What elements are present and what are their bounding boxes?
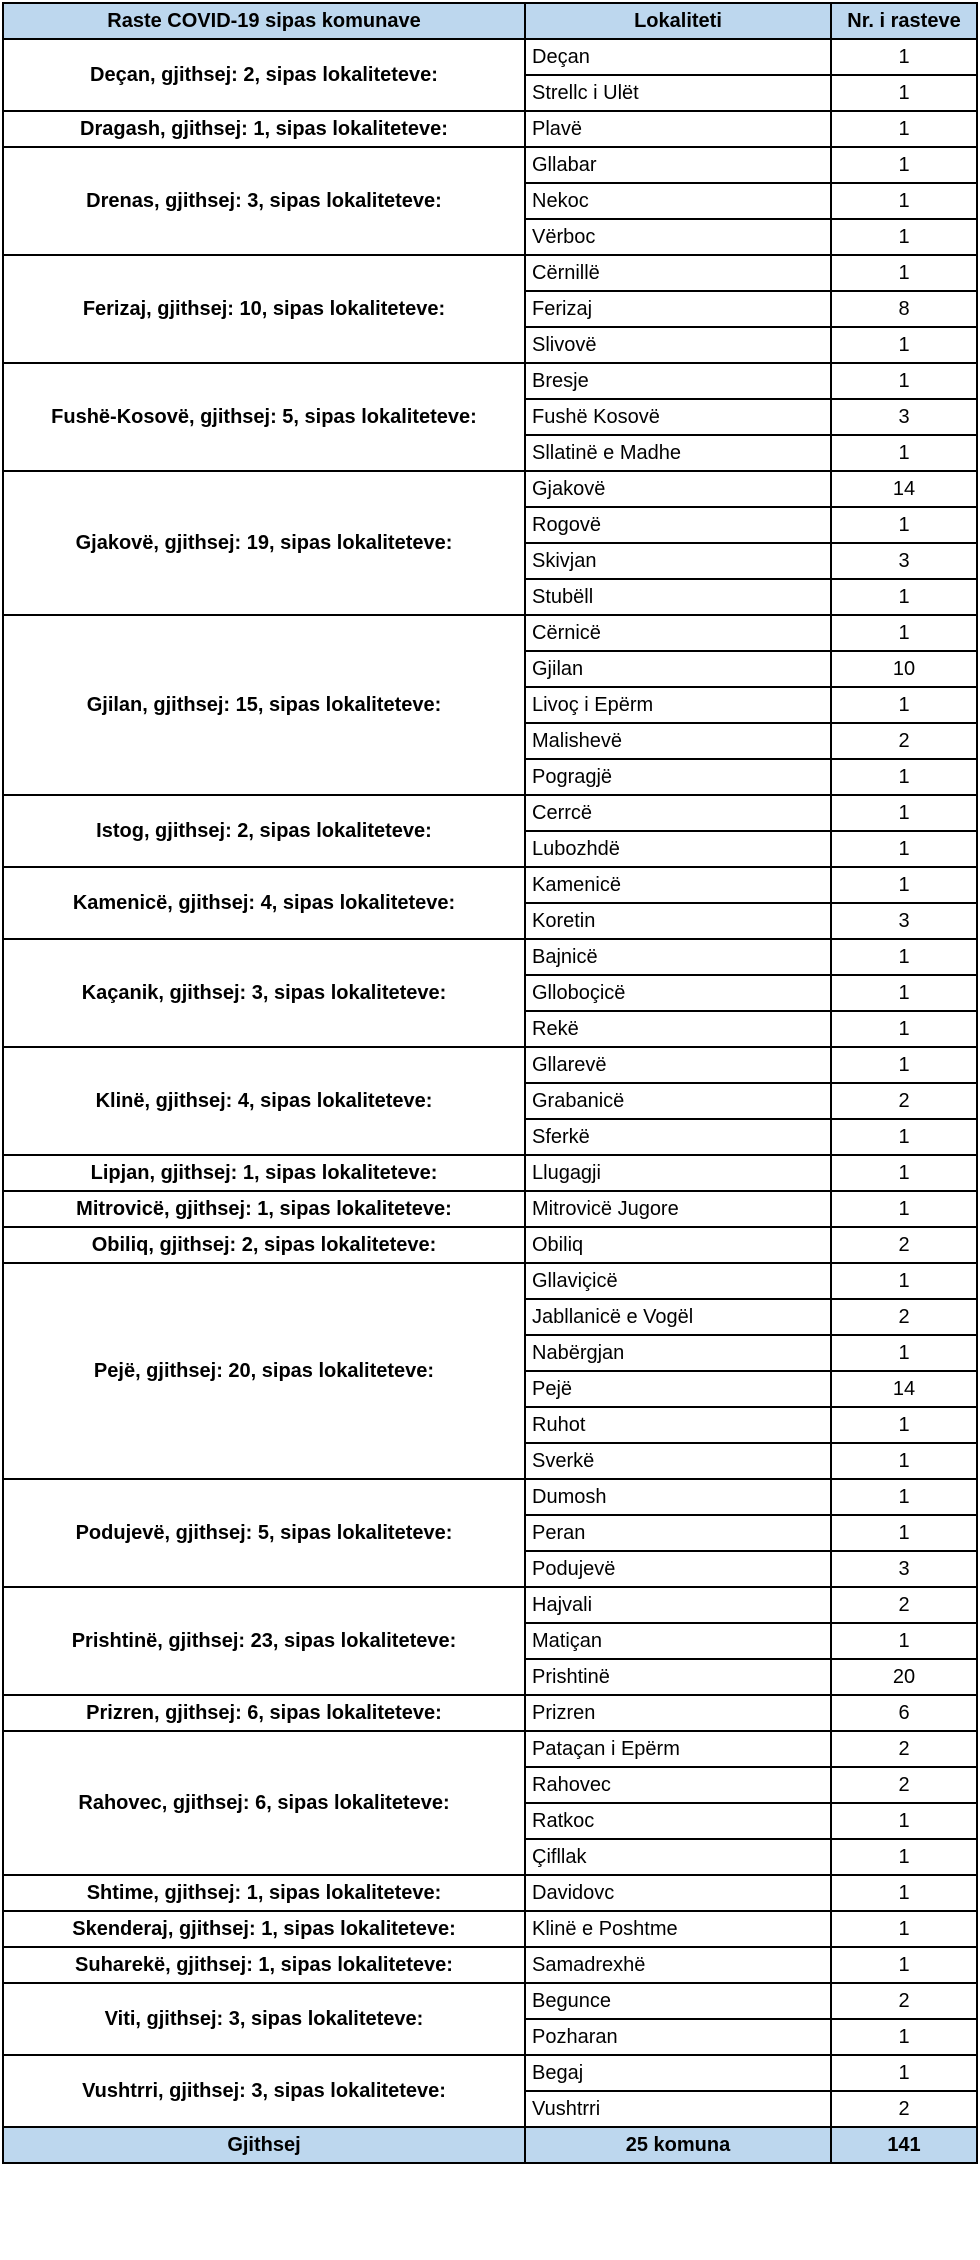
municipality-cell[interactable]: Gjakovë, gjithsej: 19, sipas lokaliteteve:	[3, 471, 525, 615]
locality-cell[interactable]: Çifllak	[525, 1839, 831, 1875]
municipality-cell[interactable]: Shtime, gjithsej: 1, sipas lokaliteteve:	[3, 1875, 525, 1911]
case-count-cell[interactable]: 1	[831, 1443, 977, 1479]
locality-cell[interactable]: Bresje	[525, 363, 831, 399]
covid-cases-table	[2, 2, 978, 2164]
table-row	[3, 1587, 977, 1623]
locality-cell[interactable]: Begaj	[525, 2055, 831, 2091]
case-count-cell[interactable]: 1	[831, 1047, 977, 1083]
locality-cell[interactable]: Begunce	[525, 1983, 831, 2019]
locality-cell[interactable]: Hajvali	[525, 1587, 831, 1623]
case-count-cell[interactable]: 1	[831, 1119, 977, 1155]
case-count-cell[interactable]: 1	[831, 255, 977, 291]
case-count-cell[interactable]: 2	[831, 2091, 977, 2127]
locality-cell[interactable]: Pataçan i Epërm	[525, 1731, 831, 1767]
case-count-cell[interactable]: 1	[831, 579, 977, 615]
case-count-cell[interactable]: 2	[831, 1731, 977, 1767]
table-row	[3, 615, 977, 651]
locality-cell[interactable]: Ruhot	[525, 1407, 831, 1443]
locality-cell[interactable]: Livoç i Epërm	[525, 687, 831, 723]
table-row	[3, 147, 977, 183]
case-count-cell[interactable]: 1	[831, 1947, 977, 1983]
locality-cell[interactable]: Dumosh	[525, 1479, 831, 1515]
municipality-cell[interactable]: Rahovec, gjithsej: 6, sipas lokaliteteve:	[3, 1731, 525, 1875]
table-row	[3, 1983, 977, 2019]
locality-cell[interactable]: Prizren	[525, 1695, 831, 1731]
locality-cell[interactable]: Matiçan	[525, 1623, 831, 1659]
case-count-cell[interactable]: 1	[831, 795, 977, 831]
locality-cell[interactable]: Vërboc	[525, 219, 831, 255]
case-count-cell[interactable]: 1	[831, 1155, 977, 1191]
table-row	[3, 1911, 977, 1947]
case-count-cell[interactable]: 3	[831, 543, 977, 579]
case-count-cell[interactable]: 10	[831, 651, 977, 687]
case-count-cell[interactable]: 2	[831, 1227, 977, 1263]
case-count-cell[interactable]: 2	[831, 1767, 977, 1803]
case-count-cell[interactable]: 3	[831, 1551, 977, 1587]
case-count-cell[interactable]: 1	[831, 831, 977, 867]
locality-cell[interactable]: Sverkë	[525, 1443, 831, 1479]
municipality-cell[interactable]: Mitrovicë, gjithsej: 1, sipas lokaliteteve:	[3, 1191, 525, 1227]
municipality-cell[interactable]: Pejë, gjithsej: 20, sipas lokaliteteve:	[3, 1263, 525, 1479]
case-count-cell[interactable]: 2	[831, 1299, 977, 1335]
case-count-cell[interactable]: 1	[831, 759, 977, 795]
locality-cell[interactable]: Davidovc	[525, 1875, 831, 1911]
table-body	[3, 39, 977, 2127]
case-count-cell[interactable]: 1	[831, 1803, 977, 1839]
table-row	[3, 1695, 977, 1731]
table-row	[3, 1155, 977, 1191]
municipality-cell[interactable]: Ferizaj, gjithsej: 10, sipas lokaliteteve:	[3, 255, 525, 363]
locality-cell[interactable]: Sllatinë e Madhe	[525, 435, 831, 471]
case-count-cell[interactable]: 1	[831, 687, 977, 723]
case-count-cell[interactable]: 1	[831, 1263, 977, 1299]
case-count-cell[interactable]: 1	[831, 867, 977, 903]
locality-cell[interactable]: Jabllanicë e Vogël	[525, 1299, 831, 1335]
case-count-cell[interactable]: 1	[831, 219, 977, 255]
locality-cell[interactable]: Koretin	[525, 903, 831, 939]
municipality-cell[interactable]: Obiliq, gjithsej: 2, sipas lokaliteteve:	[3, 1227, 525, 1263]
case-count-cell[interactable]: 1	[831, 183, 977, 219]
locality-cell[interactable]: Ferizaj	[525, 291, 831, 327]
municipality-cell[interactable]: Deçan, gjithsej: 2, sipas lokaliteteve:	[3, 39, 525, 111]
case-count-cell[interactable]: 1	[831, 975, 977, 1011]
case-count-cell[interactable]: 1	[831, 1011, 977, 1047]
municipality-cell[interactable]: Klinë, gjithsej: 4, sipas lokaliteteve:	[3, 1047, 525, 1155]
table-row	[3, 1731, 977, 1767]
municipality-cell[interactable]: Drenas, gjithsej: 3, sipas lokaliteteve:	[3, 147, 525, 255]
total-cases[interactable]: 141	[831, 2127, 977, 2163]
locality-cell[interactable]: Kamenicë	[525, 867, 831, 903]
locality-cell[interactable]: Mitrovicë Jugore	[525, 1191, 831, 1227]
municipality-cell[interactable]: Istog, gjithsej: 2, sipas lokaliteteve:	[3, 795, 525, 867]
case-count-cell[interactable]: 3	[831, 903, 977, 939]
locality-cell[interactable]: Bajnicë	[525, 939, 831, 975]
case-count-cell[interactable]: 20	[831, 1659, 977, 1695]
municipality-cell[interactable]: Vushtrri, gjithsej: 3, sipas lokaliteteve:	[3, 2055, 525, 2127]
table-row	[3, 939, 977, 975]
locality-cell[interactable]: Samadrexhë	[525, 1947, 831, 1983]
case-count-cell[interactable]: 14	[831, 1371, 977, 1407]
locality-cell[interactable]: Cërnillë	[525, 255, 831, 291]
locality-cell[interactable]: Gllaviçicë	[525, 1263, 831, 1299]
locality-cell[interactable]: Fushë Kosovë	[525, 399, 831, 435]
locality-cell[interactable]: Prishtinë	[525, 1659, 831, 1695]
locality-cell[interactable]: Gllabar	[525, 147, 831, 183]
locality-cell[interactable]: Nekoc	[525, 183, 831, 219]
case-count-cell[interactable]: 1	[831, 363, 977, 399]
table-row	[3, 2055, 977, 2091]
locality-cell[interactable]: Llugagji	[525, 1155, 831, 1191]
table-row	[3, 1947, 977, 1983]
case-count-cell[interactable]: 1	[831, 507, 977, 543]
table-row	[3, 363, 977, 399]
case-count-cell[interactable]: 1	[831, 615, 977, 651]
municipality-cell[interactable]: Kamenicë, gjithsej: 4, sipas lokaliteteve:	[3, 867, 525, 939]
locality-cell[interactable]: Rekë	[525, 1011, 831, 1047]
locality-cell[interactable]: Nabërgjan	[525, 1335, 831, 1371]
locality-cell[interactable]: Gjakovë	[525, 471, 831, 507]
case-count-cell[interactable]: 1	[831, 1191, 977, 1227]
municipality-cell[interactable]: Dragash, gjithsej: 1, sipas lokaliteteve:	[3, 111, 525, 147]
total-label[interactable]: Gjithsej	[3, 2127, 525, 2163]
case-count-cell[interactable]: 1	[831, 1623, 977, 1659]
table-row	[3, 1047, 977, 1083]
case-count-cell[interactable]: 1	[831, 1335, 977, 1371]
case-count-cell[interactable]: 1	[831, 111, 977, 147]
table-row	[3, 867, 977, 903]
table-row	[3, 471, 977, 507]
locality-cell[interactable]: Strellc i Ulët	[525, 75, 831, 111]
locality-cell[interactable]: Klinë e Poshtme	[525, 1911, 831, 1947]
locality-cell[interactable]: Glloboçicë	[525, 975, 831, 1011]
locality-cell[interactable]: Podujevë	[525, 1551, 831, 1587]
locality-cell[interactable]: Grabanicë	[525, 1083, 831, 1119]
case-count-cell[interactable]: 1	[831, 1911, 977, 1947]
municipality-cell[interactable]: Fushë-Kosovë, gjithsej: 5, sipas lokaliteteve:	[3, 363, 525, 471]
locality-cell[interactable]: Lubozhdë	[525, 831, 831, 867]
case-count-cell[interactable]: 1	[831, 327, 977, 363]
municipality-cell[interactable]: Kaçanik, gjithsej: 3, sipas lokaliteteve:	[3, 939, 525, 1047]
locality-cell[interactable]: Peran	[525, 1515, 831, 1551]
case-count-cell[interactable]: 1	[831, 2019, 977, 2055]
locality-cell[interactable]: Vushtrri	[525, 2091, 831, 2127]
locality-cell[interactable]: Cërnicë	[525, 615, 831, 651]
locality-cell[interactable]: Obiliq	[525, 1227, 831, 1263]
header-case-count[interactable]: Nr. i rasteve	[831, 3, 977, 39]
locality-cell[interactable]: Sferkë	[525, 1119, 831, 1155]
case-count-cell[interactable]: 2	[831, 1587, 977, 1623]
locality-cell[interactable]: Skivjan	[525, 543, 831, 579]
case-count-cell[interactable]: 1	[831, 1407, 977, 1443]
case-count-cell[interactable]: 6	[831, 1695, 977, 1731]
table-row	[3, 255, 977, 291]
case-count-cell[interactable]: 1	[831, 1839, 977, 1875]
case-count-cell[interactable]: 1	[831, 39, 977, 75]
municipality-cell[interactable]: Viti, gjithsej: 3, sipas lokaliteteve:	[3, 1983, 525, 2055]
table-row	[3, 39, 977, 75]
case-count-cell[interactable]: 3	[831, 399, 977, 435]
table-row	[3, 1875, 977, 1911]
case-count-cell[interactable]: 1	[831, 147, 977, 183]
case-count-cell[interactable]: 2	[831, 723, 977, 759]
case-count-cell[interactable]: 1	[831, 939, 977, 975]
header-municipality[interactable]: Raste COVID-19 sipas komunave	[3, 3, 525, 39]
municipality-cell[interactable]: Podujevë, gjithsej: 5, sipas lokaliteteve:	[3, 1479, 525, 1587]
case-count-cell[interactable]: 8	[831, 291, 977, 327]
table-row	[3, 1479, 977, 1515]
total-row	[3, 2127, 977, 2163]
locality-cell[interactable]: Ratkoc	[525, 1803, 831, 1839]
municipality-cell[interactable]: Gjilan, gjithsej: 15, sipas lokaliteteve:	[3, 615, 525, 795]
case-count-cell[interactable]: 1	[831, 75, 977, 111]
municipality-cell[interactable]: Lipjan, gjithsej: 1, sipas lokaliteteve:	[3, 1155, 525, 1191]
locality-cell[interactable]: Gjilan	[525, 651, 831, 687]
case-count-cell[interactable]: 14	[831, 471, 977, 507]
table-row	[3, 795, 977, 831]
locality-cell[interactable]: Gllarevë	[525, 1047, 831, 1083]
case-count-cell[interactable]: 1	[831, 1515, 977, 1551]
case-count-cell[interactable]: 1	[831, 1479, 977, 1515]
total-municipalities[interactable]: 25 komuna	[525, 2127, 831, 2163]
locality-cell[interactable]: Rogovë	[525, 507, 831, 543]
locality-cell[interactable]: Stubëll	[525, 579, 831, 615]
municipality-cell[interactable]: Suharekë, gjithsej: 1, sipas lokaliteteve:	[3, 1947, 525, 1983]
case-count-cell[interactable]: 1	[831, 435, 977, 471]
header-locality[interactable]: Lokaliteti	[525, 3, 831, 39]
locality-cell[interactable]: Pejë	[525, 1371, 831, 1407]
locality-cell[interactable]: Deçan	[525, 39, 831, 75]
locality-cell[interactable]: Plavë	[525, 111, 831, 147]
table-row	[3, 111, 977, 147]
table-row	[3, 1263, 977, 1299]
locality-cell[interactable]: Rahovec	[525, 1767, 831, 1803]
header-row	[3, 3, 977, 39]
locality-cell[interactable]: Cerrcë	[525, 795, 831, 831]
case-count-cell[interactable]: 2	[831, 1083, 977, 1119]
table-row	[3, 1191, 977, 1227]
case-count-cell[interactable]: 1	[831, 1875, 977, 1911]
locality-cell[interactable]: Malishevë	[525, 723, 831, 759]
locality-cell[interactable]: Pogragjë	[525, 759, 831, 795]
locality-cell[interactable]: Pozharan	[525, 2019, 831, 2055]
case-count-cell[interactable]: 1	[831, 2055, 977, 2091]
locality-cell[interactable]: Slivovë	[525, 327, 831, 363]
table-row	[3, 1227, 977, 1263]
municipality-cell[interactable]: Skenderaj, gjithsej: 1, sipas lokaliteteve:	[3, 1911, 525, 1947]
case-count-cell[interactable]: 2	[831, 1983, 977, 2019]
municipality-cell[interactable]: Prizren, gjithsej: 6, sipas lokaliteteve:	[3, 1695, 525, 1731]
municipality-cell[interactable]: Prishtinë, gjithsej: 23, sipas lokaliteteve:	[3, 1587, 525, 1695]
